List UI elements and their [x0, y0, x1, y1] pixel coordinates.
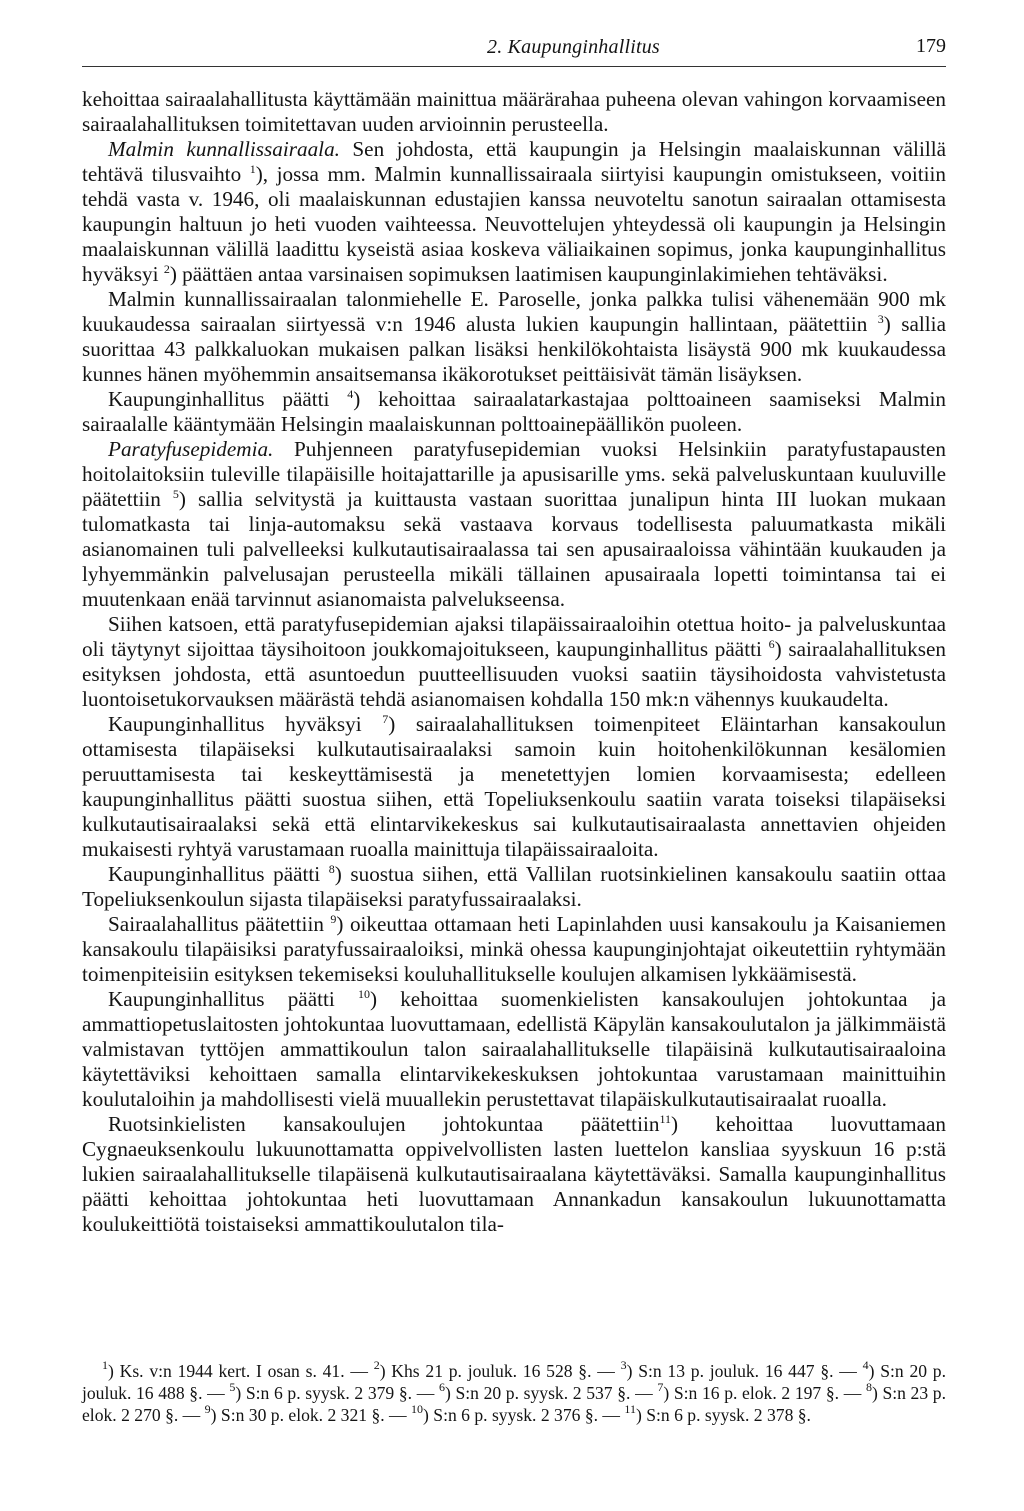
paragraph — [82, 912, 946, 987]
text-run: ) suostua siihen, että Vallilan ruotsinkielinen kansakoulu saatiin ottaa Topeliuksenkoulun sijasta tilapäiseksi paratyfussairaalaksi. — [82, 862, 946, 911]
text-run: Kaupunginhallitus päätti — [108, 987, 358, 1011]
paragraph — [82, 712, 946, 862]
text-run: ) S:n 16 p. elok. 2 197 §. — — [663, 1383, 866, 1403]
text-run: ) Khs 21 p. jouluk. 16 528 §. — — [379, 1361, 621, 1381]
footnote-ref: 3 — [877, 312, 884, 326]
footnote-ref: 1 — [102, 1358, 108, 1372]
paragraph — [82, 437, 946, 612]
page-header — [82, 32, 946, 67]
footnote-ref: 5 — [229, 1380, 236, 1394]
footnote-ref: 3 — [620, 1358, 627, 1372]
paragraph — [82, 87, 946, 137]
footnote-ref: 11 — [624, 1402, 636, 1416]
text-run: ) kehoittaa luovuttamaan Cygnaeuksenkoulu lukuunottamatta oppivelvollisten lasten luettelon kansliaa syyskuun 16 p:stä lukien sairaalahallitukselle tilapäisenä kulkutautisairaalana käytettäväksi. Samalla kaupunginhallitus päätti kehoittaa johtokuntaa heti luovuttamaan Annankadun kansakoulun lukuunottamatta koulukeittiötä toistaiseksi ammattikoulutalon tila- — [82, 1112, 947, 1236]
footnote-ref: 9 — [330, 912, 337, 926]
footnote-ref: 1 — [249, 162, 256, 176]
text-run: Siihen katsoen, että paratyfusepidemian ajaksi tilapäissairaaloihin otettua hoito- ja palveluskuntaa oli täytynyt sijoittaa täysihoitoon joukkomajoitukseen, kaupunginhallitus päätti — [82, 612, 946, 661]
paragraph — [82, 612, 946, 712]
text-run: Kaupunginhallitus päätti — [108, 387, 348, 411]
text-run: ) sairaalahallituksen esityksen johdosta, että asuntoedun puutteellisuuden vuoksi saatiin täysihoidosta vahvistetusta luontoisetukorvauksen määrästä tehdä asianomaisen kohdalla 150 mk:n vähennys kuukaudelta. — [82, 637, 946, 711]
footnote-ref: 10 — [411, 1402, 424, 1416]
text-run: Puhjenneen paratyfusepidemian vuoksi Helsinkiin paratyfustapausten hoitolaitoksiin tuleville tilapäisille hoitajattarille ja apusisarille yms. sekä palveluskuntaan kuuluville päätettiin — [82, 437, 946, 511]
paragraph — [82, 287, 946, 387]
footnote-ref: 5 — [172, 487, 179, 501]
footnote-paragraph — [82, 1360, 946, 1426]
text-run: ) sairaalahallituksen toimenpiteet Eläintarhan kansakoulun ottamisesta tilapäiseksi kulkutautisairaalaksi samoin kuin hoitohenkilökunnan kesälomien peruuttamisesta tai keskeyttämisestä ja menetettyjen lomien korvaamisesta; edelleen kaupunginhallitus päätti suostua siihen, että Topeliuksenkoulu saatiin varata toiseksi tilapäiseksi kulkutautisairaalaksi sekä että elintarvikekeskus sai kulkutautisairaalasta annettavien ohjeiden mukaisesti ryhtyä varustamaan ruoalla mainittuja tilapäissairaaloita. — [82, 712, 947, 861]
section-heading: Malmin kunnallissairaala. — [108, 137, 340, 161]
section-heading: Paratyfusepidemia. — [108, 437, 274, 461]
footnote-ref: 2 — [163, 262, 170, 276]
running-title: 2. Kaupunginhallitus — [487, 36, 660, 58]
paragraph — [82, 137, 946, 287]
paragraph — [82, 862, 946, 912]
footnote-ref: 10 — [357, 987, 370, 1001]
text-run: Kaupunginhallitus päätti — [108, 862, 329, 886]
text-run: kehoittaa sairaalahallitusta käyttämään mainittua määrärahaa puheena olevan vahingon korvaamiseen sairaalahallituksen toimitettavan uuden arvioinnin perusteella. — [82, 87, 946, 136]
text-run: Sen johdosta, että kaupungin ja Helsingin maalaiskunnan välillä tehtävä tilusvaihto — [82, 137, 947, 186]
text-run: ) S:n 6 p. syysk. 2 378 §. — [635, 1405, 811, 1425]
footnote-ref: 4 — [347, 387, 354, 401]
paragraph — [82, 1112, 946, 1237]
text-run: Sairaalahallitus päätettiin — [108, 912, 331, 936]
text-run: ) S:n 13 p. jouluk. 16 447 §. — — [626, 1361, 863, 1381]
text-run: Malmin kunnallissairaalan talonmiehelle E. Paroselle, jonka palkka tulisi vähenemään 900 mk kuukaudessa sairaalan siirtyessä v:n 1946 alusta lukien kaupungin hallintaan, päätettiin — [82, 287, 946, 336]
page-number: 179 — [916, 35, 946, 57]
text-run: ) S:n 30 p. elok. 2 321 §. — — [210, 1405, 412, 1425]
text-run: ) sallia suorittaa 43 palkkaluokan mukaisen palkan lisäksi henkilökohtaista lisäystä 900 mk kuukaudessa kunnes hänen myöhemmin ansaitsemansa ikäkorotukset peittäisivät tämän lisäyksen. — [82, 312, 946, 386]
footnote-ref: 8 — [328, 862, 335, 876]
footnote-ref: 9 — [204, 1402, 211, 1416]
text-run: ) kehoittaa sairaalatarkastajaa polttoaineen saamiseksi Malmin sairaalalle kääntymään Helsingin maalaiskunnan polttoainepäällikön puoleen. — [82, 387, 946, 436]
footnote-ref: 7 — [382, 712, 389, 726]
text-run: ) Ks. v:n 1944 kert. I osan s. 41. — — [108, 1361, 374, 1381]
text-run: ) S:n 20 p. syysk. 2 537 §. — — [444, 1383, 658, 1403]
footnote-ref: 7 — [657, 1380, 664, 1394]
text-run: Ruotsinkielisten kansakoulujen johtokuntaa päätettiin — [108, 1112, 660, 1136]
text-run: ) oikeuttaa ottamaan heti Lapinlahden uusi kansakoulu ja Kaisaniemen kansakoulu tilapäisiksi paratyfussairaaloiksi, minkä ohessa kaupunginjohtajat oikeutettiin ryhtymään toimenpiteisiin esityksen tekemiseksi kouluhallitukselle koulujen alkamisen lykkäämisestä. — [82, 912, 946, 986]
text-run: ) sallia selvitystä ja kuittausta vastaan suorittaa junalipun hinta III luokan mukaan tulomatkasta tai linja-automaksu sekä vastaava korvaus todellisesta paluumatkasta mikäli asianomainen tuli palvelleeksi kulkutautisairaalassa tai sen apusairaaloissa vähintään kuukauden ja lyhyemmänkin palvelusajan perusteella mikäli tällainen apusairaala lopetti toimintansa tai ei muutenkaan enää tarvinnut asianomaista palvelukseensa. — [82, 487, 946, 611]
text-run: ) S:n 6 p. syysk. 2 376 §. — — [423, 1405, 625, 1425]
footnote-ref: 11 — [659, 1112, 671, 1126]
footnote-ref: 6 — [768, 637, 775, 651]
text-run: ) S:n 23 p. elok. 2 270 §. — — [82, 1383, 946, 1425]
footnotes — [82, 1360, 946, 1426]
text-run: ) kehoittaa suomenkielisten kansakoulujen johtokuntaa ja ammattiopetuslaitosten johtokuntaa luovuttamaan, edellistä Käpylän kansakoulutalon ja jälkimmäistä valmistavan tyttöjen ammattikoulun talon sairaalahallitukselle tilapäisinä kulkutautisairaaloina käytettäviksi kehoittaen samalla elintarvikekeskuksen johtokuntaa varustamaan mainittuihin koulutaloihin ja mahdollisesti vielä muuallekin perustettavat tilapäiskulkutautisairaalat ruoalla. — [82, 987, 946, 1111]
paragraph — [82, 387, 946, 437]
text-run: ), jossa mm. Malmin kunnallissairaala siirtyisi kaupungin omistukseen, voitiin tehdä vasta v. 1946, oli maalaiskunnan edustajien kanssa neuvoteltu sanotun sairaalan ottamisesta kaupungin haltuun jo heti vuoden vaihteessa. Neuvottelujen yhteydessä oli kaupungin ja Helsingin maalaiskunnan välillä laadittu kyseistä asiaa koskeva väliaikainen sopimus, jonka kaupunginhallitus hyväksyi — [82, 162, 946, 286]
footnote-ref: 2 — [373, 1358, 380, 1372]
body-text — [82, 87, 946, 1237]
text-run: ) S:n 20 p. jouluk. 16 488 §. — — [82, 1361, 946, 1403]
text-run: ) päättäen antaa varsinaisen sopimuksen laatimisen kaupunginlakimiehen tehtäväksi. — [169, 262, 888, 286]
footnote-ref: 4 — [862, 1358, 869, 1372]
footnote-ref: 8 — [865, 1380, 872, 1394]
text-run: ) S:n 6 p. syysk. 2 379 §. — — [235, 1383, 439, 1403]
text-run: Kaupunginhallitus hyväksyi — [108, 712, 383, 736]
paragraph — [82, 987, 946, 1112]
footnote-ref: 6 — [438, 1380, 445, 1394]
